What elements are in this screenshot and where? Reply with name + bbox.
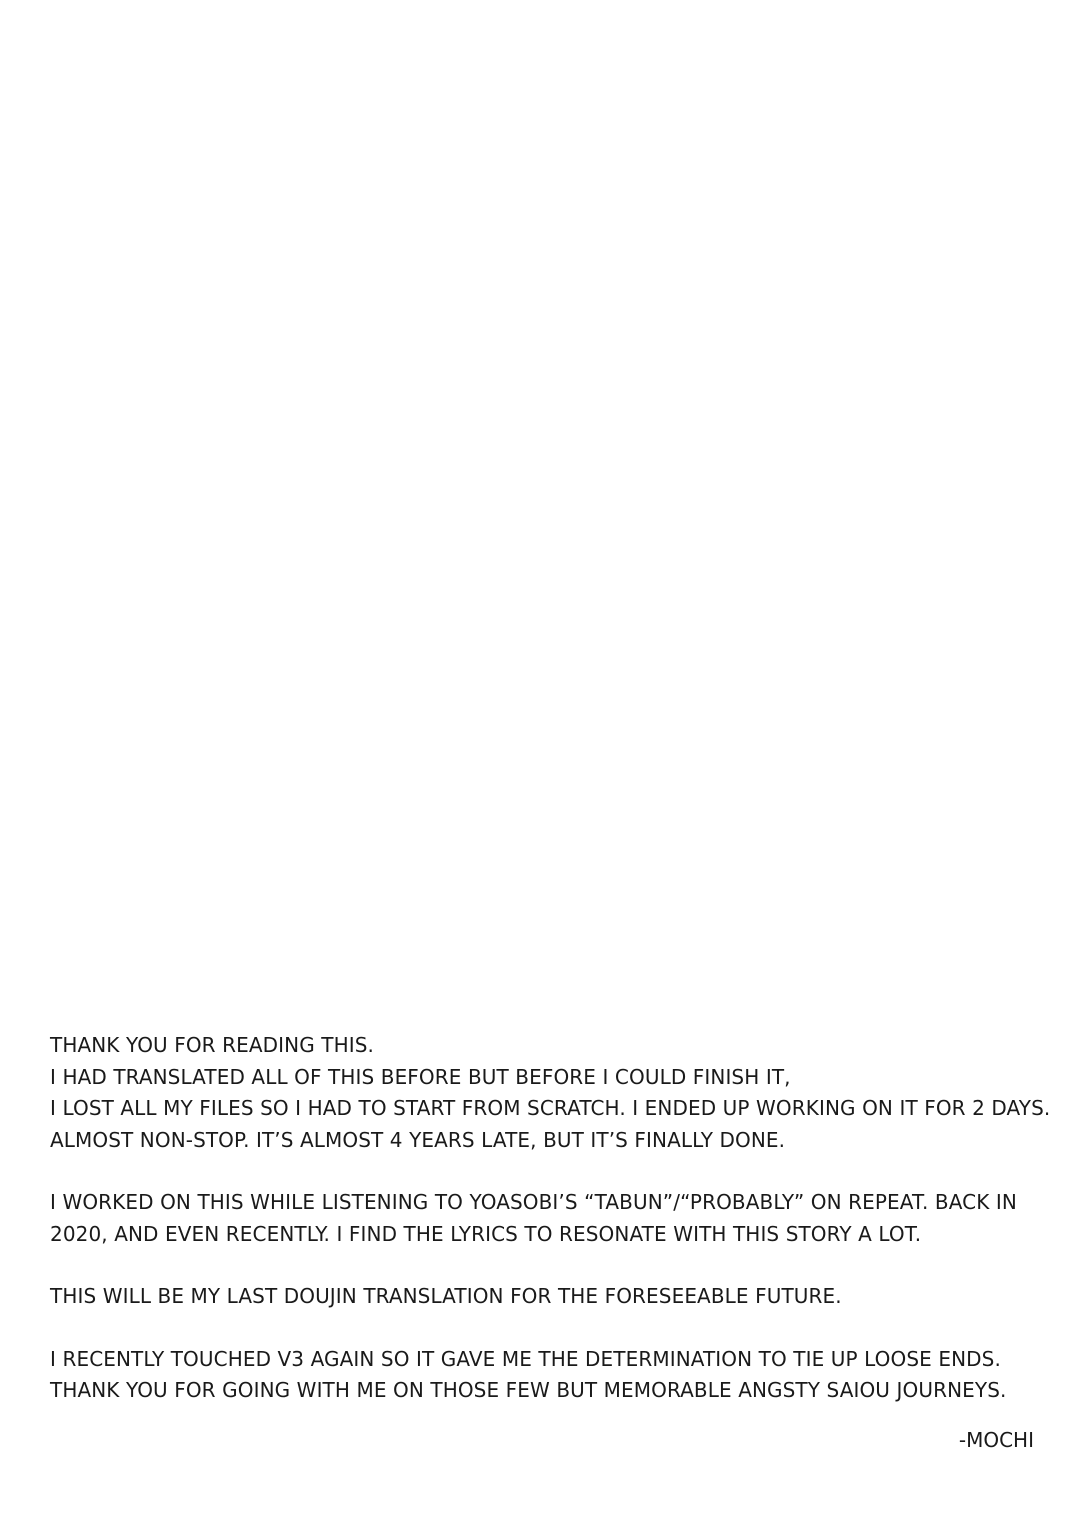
paragraph-music (50, 1187, 1040, 1250)
note-line: I WORKED ON THIS WHILE LISTENING TO YOASOBI’S “TABUN”/“PROBABLY” ON REPEAT. BACK IN (50, 1190, 1017, 1214)
paragraph-closing (50, 1344, 1040, 1407)
note-line: THANK YOU FOR GOING WITH ME ON THOSE FEW BUT MEMORABLE ANGSTY SAIOU JOURNEYS. (50, 1378, 1007, 1402)
signature: -MOCHI (958, 1428, 1034, 1452)
note-line: THIS WILL BE MY LAST DOUJIN TRANSLATION FOR THE FORESEEABLE FUTURE. (50, 1284, 842, 1308)
paragraph-thanks (50, 1030, 1051, 1156)
note-line: THANK YOU FOR READING THIS. (50, 1033, 374, 1057)
note-line: ALMOST NON-STOP. IT’S ALMOST 4 YEARS LATE, BUT IT’S FINALLY DONE. (50, 1127, 786, 1152)
translator-note (50, 1030, 1051, 1438)
note-line: 2020, AND EVEN RECENTLY. I FIND THE LYRICS TO RESONATE WITH THIS STORY A LOT. (50, 1221, 922, 1246)
note-line: I HAD TRANSLATED ALL OF THIS BEFORE BUT BEFORE I COULD FINISH IT, (50, 1064, 791, 1089)
paragraph-last-translation (50, 1281, 1040, 1313)
note-line: I LOST ALL MY FILES SO I HAD TO START FROM SCRATCH. I ENDED UP WORKING ON IT FOR 2 DAYS. (50, 1096, 1051, 1120)
note-line: I RECENTLY TOUCHED V3 AGAIN SO IT GAVE ME THE DETERMINATION TO TIE UP LOOSE ENDS. (50, 1346, 1001, 1371)
